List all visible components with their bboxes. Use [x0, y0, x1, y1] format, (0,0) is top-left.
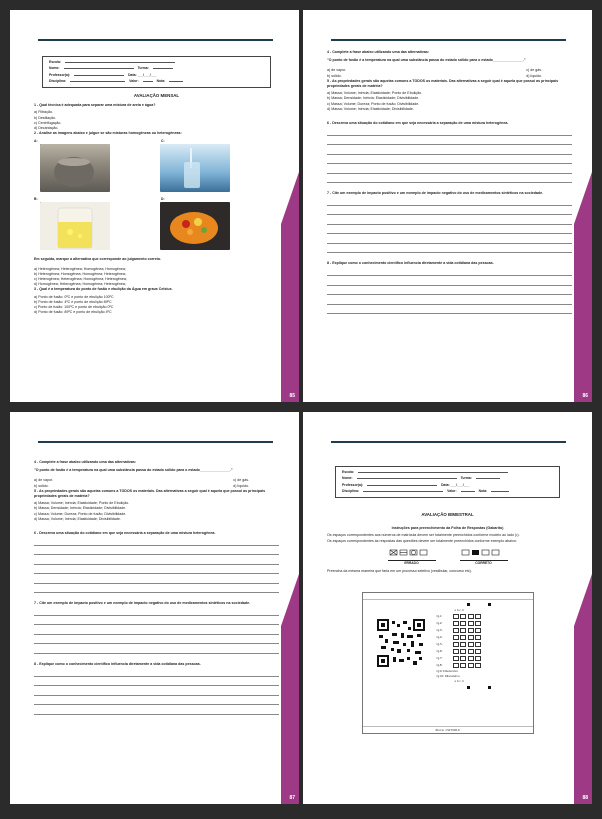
option[interactable]: c) de gás.: [526, 68, 542, 73]
question-4-sentence: "O ponto de fusão é a temperatura na qual uma substância passa do estado sólido para o estado_______________.": [34, 468, 233, 473]
grade-label: Nota:: [478, 489, 488, 494]
answer-bubble[interactable]: [453, 642, 459, 647]
question-4-options: [327, 68, 572, 78]
option[interactable]: c) Massa; Volume; Dureza; Ponto de fusão; Divisibilidade.: [34, 511, 127, 516]
answer-bubble[interactable]: [453, 656, 459, 661]
question-6: 6 - Descreva uma situação do cotidiano em que seja necessária a separação de uma mistura heterogênea.: [327, 121, 509, 126]
answer-bubble[interactable]: [475, 656, 481, 661]
page-87: [10, 412, 299, 804]
page-88: [303, 412, 592, 804]
right-example: [460, 548, 508, 566]
page-number: 86: [582, 393, 588, 399]
answer-bubble[interactable]: [460, 635, 466, 640]
answer-bubble[interactable]: [475, 663, 481, 668]
option[interactable]: d) líquido.: [233, 483, 249, 488]
answer-bubble[interactable]: [468, 628, 474, 633]
top-rule: [331, 441, 566, 443]
answer-bubble[interactable]: [453, 628, 459, 633]
q9-row: Q.9: Discursiva: [436, 668, 458, 673]
option[interactable]: a) Filtração.: [34, 110, 53, 115]
answer-lines-8[interactable]: [327, 267, 572, 315]
bubble-row: [437, 641, 517, 648]
answer-lines-7[interactable]: [327, 196, 572, 253]
bubble-row: [437, 613, 517, 620]
option[interactable]: d) Massa; Volume; Inércia; Elasticidade; Divisibilidade.: [34, 516, 121, 521]
page-number: 85: [289, 393, 295, 399]
name-label: Nome:: [342, 476, 353, 481]
option[interactable]: b) Massa; Densidade; Inércia; Elasticidade; Divisibilidade.: [34, 506, 127, 511]
subject-label: Disciplina:: [49, 79, 67, 84]
date-label: Data: ___/___/___: [128, 72, 157, 77]
answer-bubble[interactable]: [475, 635, 481, 640]
question-5: 5 - As propriedades gerais são aquelas comuns a TODOS os materiais. Das alternativas a seguir qual é aquela que possui as principais propriedades gerais de matéria?: [34, 488, 266, 499]
bubble-row-label: Q.8:: [436, 663, 443, 667]
answer-bubble[interactable]: [453, 649, 459, 654]
option[interactable]: a) Massa; Volume; Inércia; Elasticidade; Ponto de Ebulição.: [327, 91, 423, 96]
bubble-row-label: Q.7:: [436, 656, 443, 660]
wrong-label: ERRADO: [388, 560, 436, 566]
school-field[interactable]: [65, 59, 175, 63]
question-2-options: [34, 267, 279, 288]
option[interactable]: c) de gás.: [233, 478, 249, 483]
option[interactable]: b) sólido.: [327, 73, 342, 78]
teacher-field[interactable]: [367, 482, 437, 486]
subject-field[interactable]: [70, 78, 125, 82]
question-4: 4 - Complete a frase abaixo utilizando uma das alternativas:: [327, 50, 430, 54]
bubble-row: [437, 634, 517, 641]
page-86: [303, 10, 592, 402]
bubble-columns: a b c d: [454, 608, 464, 613]
question-8: 8 - Explique como o conhecimento científico influencia diretamente a vida cotidiana das pessoas.: [327, 261, 494, 266]
instructions-1: Os espaços correspondentes aos números de matrícula devem ser totalmente preenchidos conforme modelo ao lado (•).: [327, 533, 520, 538]
top-rule: [38, 441, 273, 443]
page-title: AVALIAÇÃO BIMESTRAL: [421, 511, 474, 517]
image-label-c: C:: [161, 139, 165, 144]
image-fruit-salad: [160, 202, 230, 250]
top-rule: [38, 39, 273, 41]
answer-bubble[interactable]: [468, 656, 474, 661]
fill-examples: [327, 548, 568, 566]
subject-label: Disciplina:: [342, 489, 360, 494]
image-water-glass: [160, 144, 230, 192]
option[interactable]: d) Ponto de fusão: 89ºC e ponto de ebulição 4ºC: [34, 310, 112, 315]
option[interactable]: b) Destilação.: [34, 115, 56, 120]
page-content: [34, 52, 279, 316]
answer-bubble[interactable]: [475, 649, 481, 654]
option[interactable]: c) Heterogênea; Heterogênea; Homogênea; Heterogênea;: [34, 277, 127, 282]
class-field[interactable]: [476, 475, 500, 479]
question-8: 8 - Explique como o conhecimento científico influencia diretamente a vida cotidiana das pessoas.: [34, 661, 201, 666]
question-1: 1 - Qual técnica é adequada para separar uma mistura de areia e água?: [34, 103, 156, 108]
answer-bubble[interactable]: [468, 621, 474, 626]
option[interactable]: a) de vapor.: [327, 68, 346, 73]
question-6: 6 - Descreva uma situação do cotidiano em que seja necessária a separação de uma mistura heterogênea.: [34, 531, 216, 536]
answer-bubble[interactable]: [468, 649, 474, 654]
option[interactable]: a) Heterogênea; Heterogênea; Homogênea; Homogênea;: [34, 266, 126, 271]
image-label-d: D:: [161, 197, 165, 202]
option[interactable]: a) Massa; Volume; Inércia; Elasticidade; Ponto de Ebulição.: [34, 501, 130, 506]
page-number: 88: [582, 795, 588, 801]
name-field[interactable]: [64, 65, 134, 69]
bubble-row-label: Q.5:: [436, 642, 443, 646]
name-label: Nome:: [49, 66, 60, 71]
top-rule: [331, 39, 566, 41]
school-field[interactable]: [358, 469, 508, 473]
option[interactable]: d) líquido.: [526, 73, 542, 78]
answer-bubble[interactable]: [468, 614, 474, 619]
option[interactable]: d) Massa; Volume; Inércia; Elasticidade; Divisibilidade.: [327, 106, 414, 111]
answer-lines-6[interactable]: [34, 536, 279, 593]
right-label: CORRETO: [460, 560, 508, 566]
bubble-row-label: Q.3:: [436, 628, 443, 632]
option[interactable]: b) Massa; Densidade; Inércia; Elasticidade; Divisibilidade.: [327, 96, 420, 101]
bubble-columns-bottom: a b c d: [454, 678, 464, 683]
teacher-field[interactable]: [74, 72, 124, 76]
teacher-label: Professor(a):: [342, 482, 364, 487]
option[interactable]: c) Ponto de fusão: 100ºC e ponto de ebulição 0ºC: [34, 305, 114, 310]
answer-bubble[interactable]: [453, 621, 459, 626]
bubble-row: [437, 648, 517, 655]
page-content: [34, 460, 279, 715]
instructions-3: Preencha da mesma maneira que faria em um processo seletivo (vestibular, concurso etc).: [327, 568, 472, 573]
option[interactable]: d) Decantação.: [34, 126, 59, 131]
bubble-rows: [437, 613, 517, 669]
mixture-images: [34, 139, 279, 251]
answer-bubble[interactable]: [475, 614, 481, 619]
grade-label: Nota:: [156, 79, 166, 84]
bubble-grid: [437, 603, 517, 689]
page-content: [327, 462, 568, 734]
option[interactable]: d) Homogênea; Heterogênea; Homogênea; Heterogênea;: [34, 282, 126, 287]
bubble-row-label: Q.1:: [436, 614, 443, 618]
image-sand-water: [40, 144, 110, 192]
school-label: Escola:: [49, 60, 62, 64]
answer-bubble[interactable]: [468, 642, 474, 647]
qr-code: [377, 619, 425, 667]
question-7: 7 - Cite um exemplo de impacto positivo e um exemplo de impacto negativo do uso de medicamentos sintéticos na sociedade.: [34, 601, 251, 606]
image-oil-water: [40, 202, 110, 250]
instructions-title: Instruções para preenchimento da Folha de Respostas (Gabarito): [391, 526, 504, 531]
bubble-row-label: Q.4:: [436, 635, 443, 639]
student-header-box: [42, 56, 271, 88]
class-field[interactable]: [153, 65, 173, 69]
answer-bubble[interactable]: [453, 663, 459, 668]
question-5-options: [34, 501, 279, 522]
answer-bubble[interactable]: [475, 642, 481, 647]
student-header-box: [335, 466, 560, 498]
answer-bubble[interactable]: [460, 649, 466, 654]
answer-bubble[interactable]: [460, 628, 466, 633]
school-label: Escola:: [342, 470, 355, 474]
answer-bubble[interactable]: [460, 642, 466, 647]
question-1-options: [34, 110, 279, 131]
bubble-row: [437, 627, 517, 634]
class-label: Turma:: [460, 476, 472, 481]
question-4: 4 - Complete a frase abaixo utilizando uma das alternativas:: [34, 460, 137, 464]
option[interactable]: c) Centrifugação.: [34, 120, 62, 125]
option[interactable]: b) Ponto de fusão: 4ºC e ponto de ebulição 89ºC: [34, 299, 112, 304]
subject-field[interactable]: [363, 488, 443, 492]
bubble-row-label: Q.6:: [436, 649, 443, 653]
class-label: Turma:: [137, 66, 149, 71]
bubble-row: [437, 655, 517, 662]
option[interactable]: a) Ponto de fusão: 0ºC e ponto de ebulição 100ºC: [34, 294, 114, 299]
answer-lines-8[interactable]: [34, 667, 279, 715]
answer-lines-7[interactable]: [34, 606, 279, 654]
answer-bubble[interactable]: [453, 614, 459, 619]
answer-bubble[interactable]: [468, 663, 474, 668]
page-number: 87: [289, 795, 295, 801]
question-2-follow: Em seguida, marque a alternativa que corresponde ao julgamento correto.: [34, 257, 162, 262]
bubble-row: [437, 620, 517, 627]
image-label-a: A:: [34, 139, 38, 144]
question-3: 3 - Qual é a temperatura do ponto de fusão e ebulição da Água em graus Celsius.: [34, 287, 173, 292]
question-4-options: [34, 478, 279, 488]
answer-bubble[interactable]: [460, 614, 466, 619]
page-85: [10, 10, 299, 402]
question-5: 5 - As propriedades gerais são aquelas comuns a TODOS os materiais. Das alternativas a seguir qual é aquela que possui as principais propriedades gerais de matéria?: [327, 78, 559, 89]
teacher-label: Professor(a):: [49, 72, 71, 77]
q10-row: Q.10: Discursiva: [436, 673, 460, 678]
answer-bubble[interactable]: [460, 621, 466, 626]
page-title: AVALIAÇÃO MENSAL: [133, 92, 180, 98]
bubble-row-label: Q.2:: [436, 621, 443, 625]
name-field[interactable]: [357, 475, 457, 479]
question-7: 7 - Cite um exemplo de impacto positivo e um exemplo de impacto negativo do uso de medicamentos sintéticos na sociedade.: [327, 191, 544, 196]
image-label-b: B:: [34, 197, 38, 202]
answer-bubble[interactable]: [475, 628, 481, 633]
answer-bubble[interactable]: [475, 621, 481, 626]
answer-bubble[interactable]: [468, 635, 474, 640]
page-content: [327, 50, 572, 314]
date-label: Data: ___/___/___: [441, 482, 470, 487]
proof-id: Prova: 1323328.0: [435, 728, 460, 733]
question-2: 2 - Analise as imagens abaixo e julgue se são misturas homogêneas ou heterogêneas:: [34, 131, 182, 136]
option[interactable]: b) Heterogênea; Homogênea; Homogênea; Heterogênea;: [34, 271, 126, 276]
answer-bubble[interactable]: [453, 635, 459, 640]
answer-lines-6[interactable]: [327, 126, 572, 183]
wrong-example: [388, 548, 436, 566]
answer-sheet: [362, 592, 534, 734]
value-label: Valor:: [129, 79, 139, 84]
instructions-2: Os espaços correspondentes às respostas das questões devem ser totalmente preenchidos conforme exemplo abaixo:: [327, 538, 517, 543]
question-5-options: [327, 91, 572, 112]
bubble-row: [437, 662, 517, 669]
value-label: Valor:: [447, 489, 457, 494]
option[interactable]: c) Massa; Volume; Dureza; Ponto de fusão; Divisibilidade.: [327, 101, 420, 106]
option[interactable]: b) sólido.: [34, 483, 49, 488]
option[interactable]: a) de vapor.: [34, 478, 53, 483]
answer-bubble[interactable]: [460, 656, 466, 661]
answer-bubble[interactable]: [460, 663, 466, 668]
question-4-sentence: "O ponto de fusão é a temperatura na qual uma substância passa do estado sólido para o estado_______________.": [327, 58, 526, 63]
question-3-options: [34, 295, 279, 316]
